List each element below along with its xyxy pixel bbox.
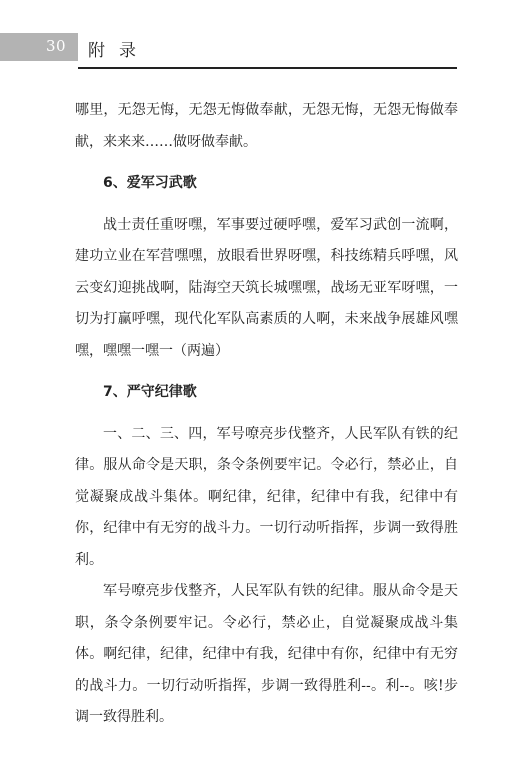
section-title: 附录 [88, 41, 150, 61]
paragraph: 军号嘹亮步伐整齐，人民军队有铁的纪律。服从命令是天职，条令条例要牢记。令必行，禁必止，自觉凝聚成战斗集体。啊纪律，纪律，纪律中有我，纪律中有你，纪律中有无穷的战斗力。一切行动听指挥，步调一致得胜利--。利--。咳!步调一致得胜利。 [75, 583, 458, 725]
page-number: 30 [46, 37, 67, 55]
paragraph: 战士责任重呀嘿，军事要过硬呼嘿，爱军习武创一流啊，建功立业在军营嘿嘿，放眼看世界呀嘿，科技练精兵呼嘿，风云变幻迎挑战啊，陆海空天筑长城嘿嘿，战场无亚军呀嘿，一切为打赢呼嘿，现代化军队高素质的人啊，未来战争展雄风嘿嘿，嘿嘿一嘿一（两遍） [75, 216, 458, 359]
page-body [75, 95, 458, 734]
song-heading: 7、严守纪律歌 [103, 384, 197, 400]
paragraph: 哪里，无怨无悔，无怨无悔做奉献，无怨无悔，无怨无悔做奉献，来来来……做呀做奉献。 [75, 102, 458, 150]
paragraph: 一、二、三、四，军号嘹亮步伐整齐，人民军队有铁的纪律。服从命令是天职，条令条例要牢记。令必行，禁必止，自觉凝聚成战斗集体。啊纪律，纪律，纪律中有我，纪律中有你，纪律中有无穷的战斗力。一切行动听指挥，步调一致得胜利。 [75, 425, 458, 568]
song-heading: 6、爱军习武歌 [103, 175, 197, 191]
header-rule [78, 67, 457, 69]
header-band [0, 33, 78, 61]
